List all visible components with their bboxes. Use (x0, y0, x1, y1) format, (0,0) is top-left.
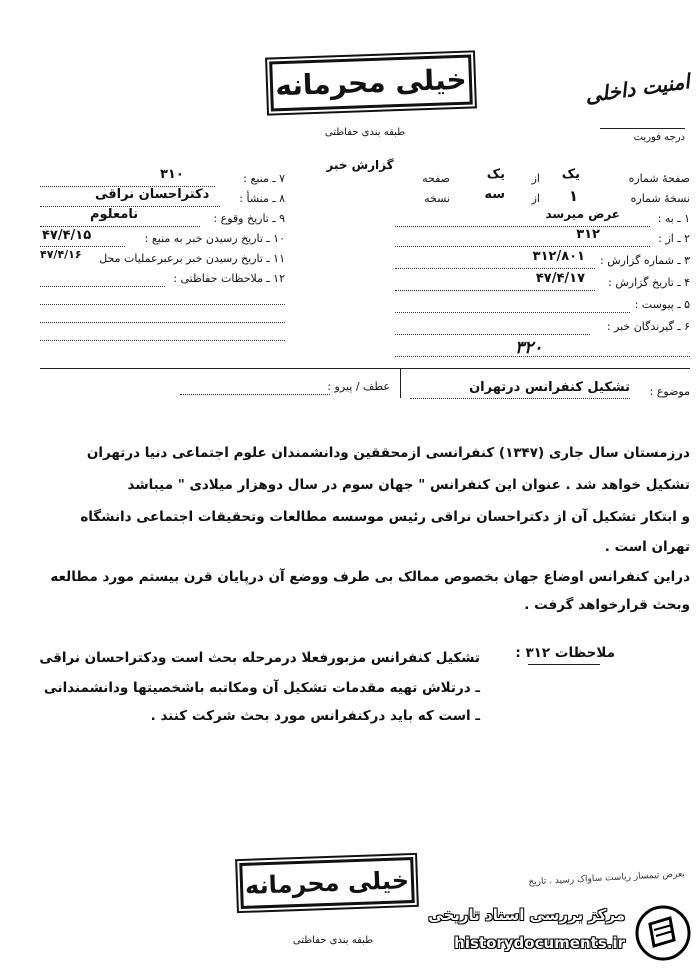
field-occurrence-value: نامعلوم (90, 207, 139, 222)
field-protection-notes-label: ۱۲ ـ ملاحظات حفاظتی : (173, 272, 285, 285)
notes-line-2: ـ درتلاش تهیه مقدمات تشکیل آن ومکاتبه باشخصیتها ودانشمندانی (43, 680, 480, 696)
right-fields (395, 167, 690, 358)
field-from-label: ۲ ـ از : (658, 232, 690, 245)
field-copy-unit: نسخه (424, 192, 450, 205)
watermark-url: historydocuments.ir (454, 934, 625, 952)
subject-divider (400, 368, 401, 398)
field-page-of: از (531, 172, 540, 185)
priority-divider (600, 128, 685, 129)
document-title: گزارش خبر (326, 158, 394, 172)
reference-label: عطف / پیرو : (327, 380, 390, 393)
field-received-by-source-value: ۴۷/۴/۱۵ (42, 228, 92, 243)
body-line-5: دراین کنفرانس اوضاع جهان بخصوص ممالک بی طرف ووضع آن درپایان قرن بیستم مورد مطالعه (50, 569, 690, 585)
field-attachment-label: ۵ ـ پیوست : (634, 298, 690, 311)
body-line-3: و ابتکار تشکیل آن از دکتراحسان نراقی رئیس موسسه مطالعات وتحقیقات اجتماعی دانشگاه (80, 509, 690, 525)
field-source-value: ۳۱۰ (160, 167, 184, 182)
handwritten-number: ۳۲۰ (515, 338, 543, 358)
field-to-value: عرض میرسد (545, 207, 620, 221)
body-line-1: درزمستان سال جاری (۱۳۴۷) کنفرانسی ازمحققین ودانشمندان علوم اجتماعی دنیا درتهران (86, 445, 690, 461)
field-recipients-label: ۶ ـ گیرندگان خبر : (606, 320, 690, 333)
field-copy-of-value: سه (484, 187, 505, 202)
bottom-classification-stamp: خیلی محرمانه (239, 857, 414, 909)
field-origin-value: دکتراحسان نراقی (95, 187, 210, 202)
field-to-label: ۱ ـ به : (657, 212, 690, 225)
field-report-date-label: ۴ ـ تاریخ گزارش : (608, 276, 690, 289)
watermark-name: مرکز بررسی اسناد تاریخی (428, 906, 625, 924)
field-occurrence-label: ۹ ـ تاریخ وقوع : (213, 212, 285, 225)
body-line-2: تشکیل خواهد شد . عنوان این کنفرانس " جهان سوم در سال دوهزار میلادی " میباشد (127, 477, 690, 493)
header-divider (40, 368, 690, 369)
watermark (420, 900, 696, 966)
notes-line-3: ـ است که باید درکنفرانس مورد بحث شرکت کنند . (150, 708, 480, 724)
field-report-number-label: ۳ ـ شماره گزارش : (600, 254, 690, 267)
field-from-value: ۳۱۲ (576, 227, 600, 242)
subject-label: موضوع : (649, 385, 690, 398)
priority-label: درجه فوریت (633, 132, 685, 143)
field-copy-label: نسخهٔ شماره (630, 192, 690, 205)
field-origin-label: ۸ ـ منشأ : (239, 192, 285, 205)
field-page-unit: صفحه (422, 172, 450, 185)
handwritten-department: امنیت داخلی (583, 69, 692, 108)
field-page-label: صفحهٔ شماره (628, 172, 690, 185)
field-received-by-ops-value: ۴۷/۴/۱۶ (40, 248, 82, 261)
notes-label-underline (528, 664, 600, 665)
field-page-of-value: یک (486, 167, 505, 182)
body-line-6: وبحث قرارخواهد گرفت . (524, 597, 690, 613)
top-classification-stamp: خیلی محرمانه (269, 54, 473, 111)
body-line-4: تهران است . (604, 539, 690, 555)
field-received-by-source-label: ۱۰ ـ تاریخ رسیدن خبر به منبع : (144, 232, 285, 245)
handwritten-note: بعرض تیمسار ریاست ساواک رسید . تاریخ (528, 869, 686, 888)
subject-value: تشکیل کنفرانس درتهران (469, 380, 630, 395)
field-report-date-value: ۴۷/۴/۱۷ (535, 271, 585, 286)
field-page-value: یک (561, 167, 580, 182)
field-source-label: ۷ ـ منبع : (243, 172, 285, 185)
field-report-number-value: ۳۱۲/۸۰۱ (532, 249, 585, 264)
left-fields (40, 167, 285, 320)
archive-logo-icon (634, 904, 692, 962)
classification-label-bottom: طبقه بندی حفاظتی (292, 935, 374, 946)
field-copy-of: از (531, 192, 540, 205)
field-received-by-ops-label: ۱۱ ـ تاریخ رسیدن خبر برعبرعملیات محل (99, 252, 285, 265)
classification-label-top: طبقه بندی حفاظتی (324, 127, 406, 138)
field-copy-value: ۱ (568, 187, 578, 205)
notes-line-1: تشکیل کنفرانس مزبورفعلا درمرحله بحث است ودکتراحسان نراقی (39, 650, 480, 666)
notes-label: ملاحظات ۳۱۲ : (515, 645, 615, 661)
